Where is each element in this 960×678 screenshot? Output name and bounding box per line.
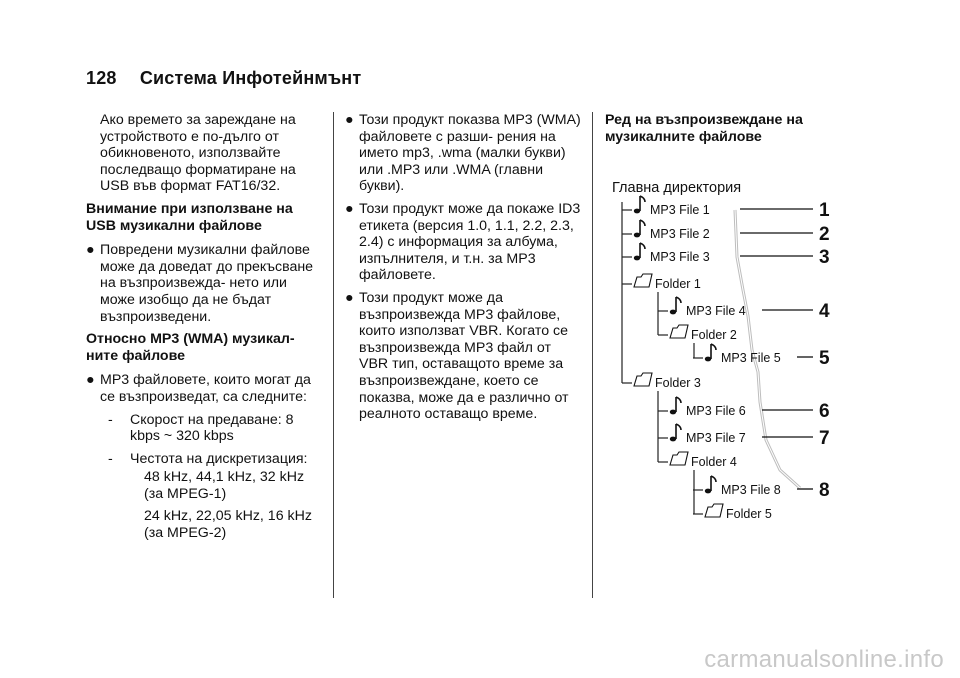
bullet-marker: ● — [86, 372, 95, 389]
file-label: MP3 File 1 — [650, 203, 710, 217]
bullet-marker: ● — [345, 200, 354, 217]
bullet-mp3-playable — [86, 372, 324, 405]
page-header — [86, 68, 361, 89]
sampling-mpeg2-text: 24 kHz, 22,05 kHz, 16 kHz (за MPEG-2) — [144, 508, 312, 542]
folder-label: Folder 5 — [726, 507, 772, 521]
music-note-icon — [711, 344, 716, 350]
dash-sampling — [86, 451, 324, 468]
order-number: 4 — [819, 301, 830, 322]
music-note-icon — [634, 209, 640, 214]
bullet-marker: ● — [345, 289, 354, 306]
column-divider-1 — [333, 112, 334, 598]
file-label: MP3 File 2 — [650, 227, 710, 241]
sampling-mpeg1 — [86, 469, 324, 502]
file-label: MP3 File 6 — [686, 404, 746, 418]
music-note-icon — [640, 243, 645, 249]
watermark-text: carmanualsonline.info — [704, 646, 944, 673]
folder-label: Folder 2 — [691, 328, 737, 342]
dash-bitrate — [86, 412, 324, 445]
sampling-mpeg2 — [86, 508, 324, 541]
file-label: MP3 File 5 — [721, 351, 781, 365]
paragraph-usb-format: Ако времето за зареждане на устройството е по-дълго от обикновеното, използвайте последващо форматиране на USB във формат FAT16/32. — [100, 112, 296, 195]
bullet-text: Този продукт може да покаже ID3 етикета (версия 1.0, 1.1, 2.2, 2.3, 2.4) с информация за албума, изпълнителя, и т.н. за MP3 файловете. — [359, 200, 581, 284]
playback-path-highlight — [735, 210, 800, 488]
bullet-text: Този продукт може да възпроизвежда MP3 файлове, които използват VBR. Когато се възпроизвежда MP3 файл от VBR тип, оставащото време за възпроизвеждане, което се показва, може да е различно от реалното оставащо време. — [359, 289, 569, 423]
order-number: 1 — [819, 200, 830, 221]
music-note-icon — [670, 437, 676, 442]
order-number: 3 — [819, 247, 830, 268]
bullet-text: Повредени музикални файлове може да доведат до прекъсване на възпроизвежда- нето или може изобщо да не бъдат възпроизведени. — [100, 242, 314, 325]
column-2 — [345, 112, 583, 429]
music-note-icon — [705, 489, 711, 494]
folder-label: Folder 3 — [655, 376, 701, 390]
music-note-icon — [670, 410, 676, 415]
bullet-extensions — [345, 112, 583, 195]
bullet-text: MP3 файловете, които могат да се възпроизведат, са следните: — [100, 372, 311, 405]
heading-usb-caution: Внимание при използване на USB музикални файлове — [86, 200, 293, 234]
file-label: MP3 File 8 — [721, 483, 781, 497]
file-label: MP3 File 3 — [650, 250, 710, 264]
bullet-damaged-files — [86, 242, 324, 325]
folder-icon — [670, 452, 688, 465]
folder-icon — [670, 325, 688, 338]
bullet-id3 — [345, 201, 583, 284]
folder-icon — [705, 504, 723, 517]
page-title: Система Инфотейнмънт — [139, 68, 362, 88]
order-number: 2 — [819, 224, 830, 245]
sampling-mpeg1-text: 48 kHz, 44,1 kHz, 32 kHz (за MPEG-1) — [144, 469, 305, 502]
music-note-icon — [705, 357, 711, 362]
bullet-marker: ● — [86, 242, 95, 259]
bullet-vbr — [345, 290, 583, 423]
page-number: 128 — [86, 68, 117, 88]
folder-icon — [634, 373, 652, 386]
order-number: 5 — [819, 348, 830, 369]
dash-marker: - — [108, 450, 113, 467]
playback-path — [735, 210, 800, 488]
music-note-icon — [634, 256, 640, 261]
folder-icon — [634, 274, 652, 287]
column-3 — [605, 112, 865, 153]
order-number: 8 — [819, 480, 830, 501]
music-note-icon — [634, 233, 640, 238]
dash-text: Честота на дискретизация: — [130, 450, 308, 467]
order-number: 7 — [819, 428, 830, 449]
column-divider-2 — [592, 112, 593, 598]
file-label: MP3 File 4 — [686, 304, 746, 318]
music-note-icon — [676, 397, 681, 403]
music-note-icon — [676, 297, 681, 303]
heading-playback-order: Ред на възпроизвеждане на музикалните файлове — [605, 112, 803, 145]
column-1 — [86, 112, 324, 548]
dash-marker: - — [108, 411, 113, 428]
bullet-text: Този продукт показва MP3 (WMA) файловете с разши- рения на името mp3, .wma (малки букви) или .MP3 или .WMA (главни букви). — [359, 112, 581, 195]
file-label: MP3 File 7 — [686, 431, 746, 445]
music-note-icon — [676, 424, 681, 430]
dash-text: Скорост на предаване: 8 kbps ~ 320 kbps — [130, 411, 294, 445]
folder-label: Folder 4 — [691, 455, 737, 469]
folder-label: Folder 1 — [655, 277, 701, 291]
bullet-marker: ● — [345, 112, 354, 128]
music-note-icon — [670, 310, 676, 315]
order-number: 6 — [819, 401, 830, 422]
diagram-root-label: Главна директория — [612, 180, 742, 196]
music-note-icon — [640, 196, 645, 202]
music-note-icon — [711, 476, 716, 482]
music-note-icon — [640, 220, 645, 226]
heading-mp3-wma: Относно MP3 (WMA) музикал- ните файлове — [86, 331, 295, 364]
